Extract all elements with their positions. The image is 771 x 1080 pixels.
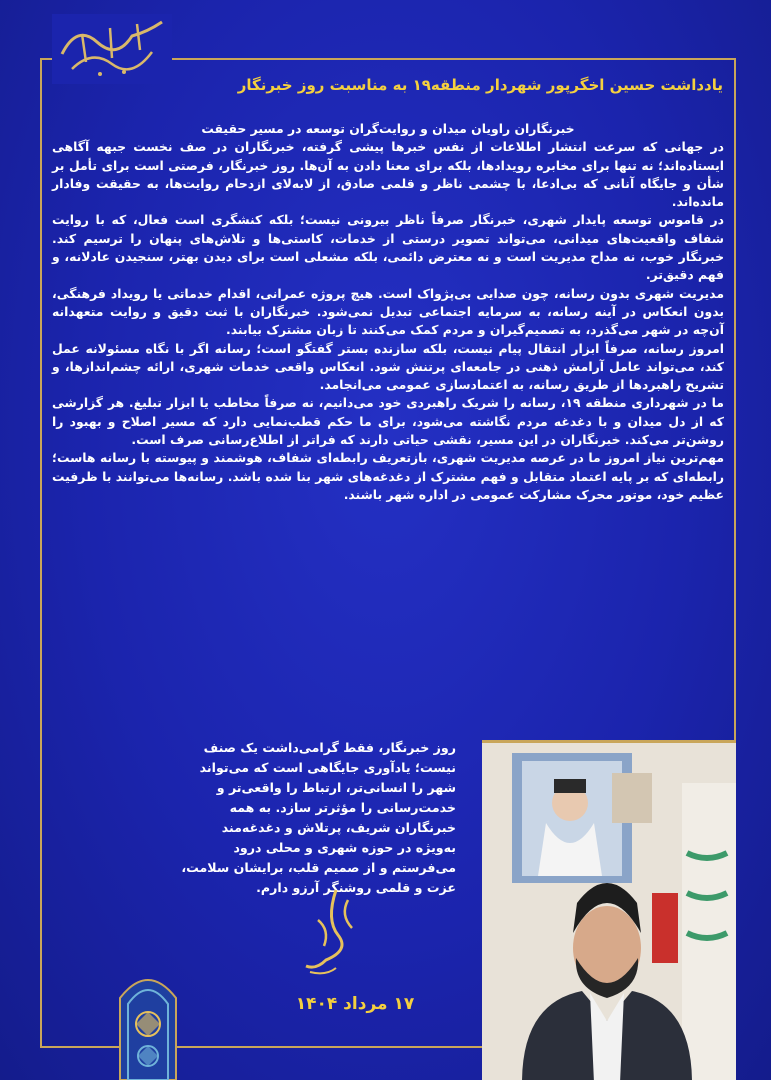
closing-text: روز خبرنگار، فقط گرامی‌داشت یک صنف نیست؛ یادآوری جایگاهی است که می‌تواند شهر را انسانی‌تر، ارتباط را واقعی‌تر و خدمت‌رسانی را مؤثرتر سازد. به همه خبرنگاران شریف، پرتلاش و دغدغه‌مند به‌ویژه در حوزه شهری و محلی درود می‌فرستم و از صمیم قلب، برایشان سلامت، عزت و قلمی روشنگر آرزو دارم. (181, 740, 456, 895)
page-title: یادداشت حسین اخگرپور شهردار منطقه۱۹ به مناسبت روز خبرنگار (237, 76, 723, 94)
author-photo (482, 740, 736, 1080)
article-paragraph-3: مدیریت شهری بدون رسانه، چون صدایی بی‌پژواک است. هیچ پروژه عمرانی، اقدام خدماتی یا رویداد فرهنگی، بدون انعکاس در آینه رسانه، به سرمایه اجتماعی تبدیل نمی‌شود. خبرنگاران با ثبت دقیق و روایت متعهدانه آن‌چه در شهر می‌گذرد، به تصمیم‌گیران و مردم کمک می‌کنند تا زبان مشترک بیابند. (52, 285, 724, 338)
note-date: ۱۷ مرداد ۱۴۰۴ (295, 994, 415, 1014)
signature-icon (296, 880, 366, 980)
article-paragraph-2: در قاموس توسعه پایدار شهری، خبرنگار صرفاً ناظر بیرونی نیست؛ بلکه کنشگری است فعال، که با روایت شفاف واقعیت‌های میدانی، می‌تواند تصویر درستی از خدمات، کاستی‌ها و تلاش‌های پنهان را ترسیم کند. خبرنگار خوب، نه مداح مدیریت است و نه معترض دائمی، بلکه مشعلی است برای دیدن بهتر، سنجیدن عادلانه، و فهم دقیق‌تر. (52, 212, 724, 283)
islamic-tile-ornament-icon (116, 968, 180, 1080)
article-paragraph-1: در جهانی که سرعت انتشار اطلاعات از نفس خبرها پیشی گرفته، خبرنگاران در صف نخست جبهه آگاهی ایستاده‌اند؛ نه تنها برای مخابره رویدادها، بلکه برای معنا دادن به آن‌ها. روز خبرنگار، فرصتی است برای تأمل بر شأن و جایگاه آنانی که بی‌ادعا، با چشمی ناظر و قلمی صادق، از لابه‌لای ازدحام روایت‌ها، به حقیقت وفادار مانده‌اند. (52, 139, 724, 210)
article-paragraph-6: مهم‌ترین نیاز امروز ما در عرصه مدیریت شهری، بازتعریف رابطه‌ای شفاف، هوشمند و پیوسته با رسانه هاست؛ رابطه‌ای که بر پایه اعتماد متقابل و فهم مشترک از دغدغه‌های شهر بنا شده باشد. رسانه‌ها می‌توانند با ظرفیت عظیم خود، موتور محرک مشارکت عمومی در اداره شهر باشند. (52, 450, 724, 502)
article-body (52, 120, 724, 720)
article-lead: خبرنگاران راویان میدان و روایت‌گران توسعه در مسیر حقیقت (201, 121, 575, 136)
article-paragraph-5: ما در شهرداری منطقه ۱۹، رسانه را شریک راهبردی خود می‌دانیم، نه صرفاً مخاطب یا ابزار تبلیغ. هر گزارشی که از دل میدان و با دغدغه مردم نگاشته می‌شود، برای ما حکم قطب‌نمایی دارد که مسیر اصلاح و بهبود را روشن‌تر می‌کند. خبرنگاران در این مسیر، نقشی حیاتی دارند که فراتر از اطلاع‌رسانی صرف است. (52, 395, 724, 448)
article-paragraph-4: امروز رسانه، صرفاً ابزار انتقال پیام نیست، بلکه سازنده بستر گفتگو است؛ رسانه اگر با نگاه مسئولانه عمل کند، می‌تواند عامل آرامش ذهنی در جامعه‌ای پرتنش شود. انعکاس واقعی خدمات شهری، ارائه چشم‌اندازها، و تشریح راهبردها از طریق رسانه، به اعتمادسازی عمومی می‌انجامد. (52, 340, 724, 393)
bismillah-calligraphy-icon (52, 14, 172, 84)
